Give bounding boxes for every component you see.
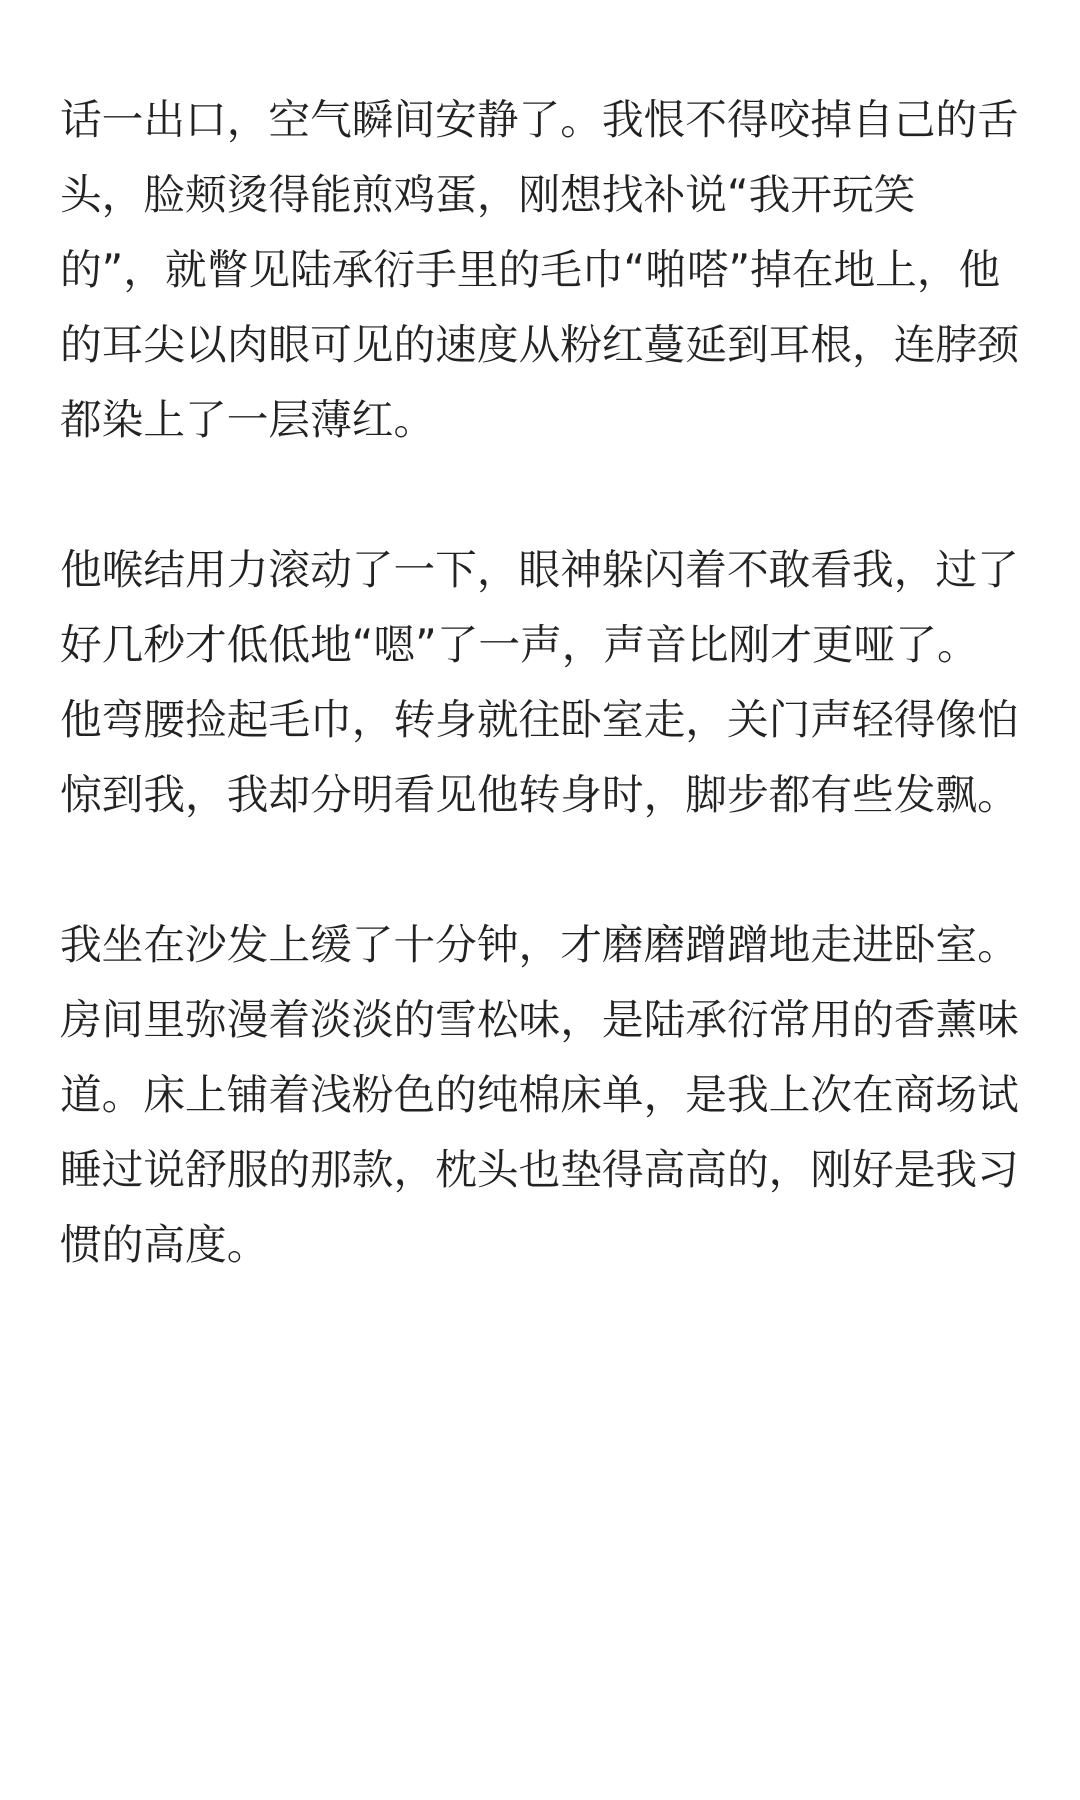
paragraph-3: 我坐在沙发上缓了十分钟，才磨磨蹭蹭地走进卧室。房间里弥漫着淡淡的雪松味，是陆承衍常用的香薰味道。床上铺着浅粉色的纯棉床单，是我上次在商场试睡过说舒服的那款，枕头也垫得高高的，刚好是我习惯的高度。 — [60, 920, 1019, 1269]
article-body — [60, 82, 1020, 1357]
paragraph-2: 他喉结用力滚动了一下，眼神躲闪着不敢看我，过了好几秒才低低地“嗯”了一声，声音比刚才更哑了。他弯腰捡起毛巾，转身就往卧室走，关门声轻得像怕惊到我，我却分明看见他转身时，脚步都有些发飘。 — [60, 545, 1019, 819]
paragraph-1: 话一出口，空气瞬间安静了。我恨不得咬掉自己的舌头，脸颊烫得能煎鸡蛋，刚想找补说“我开玩笑的”，就瞥见陆承衍手里的毛巾“啪嗒”掉在地上，他的耳尖以肉眼可见的速度从粉红蔓延到耳根，连脖颈都染上了一层薄红。 — [60, 95, 1019, 444]
